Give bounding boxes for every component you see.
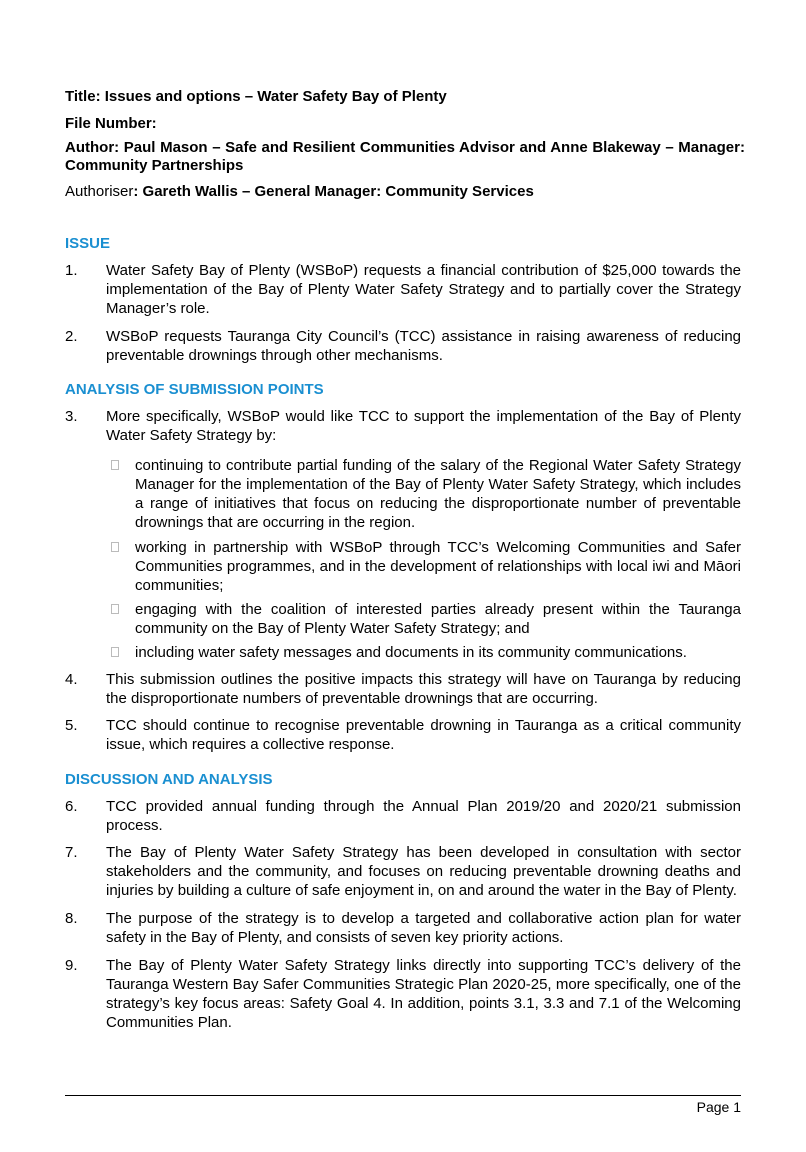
paragraph-text: WSBoP requests Tauranga City Council’s (TCC) assistance in raising awareness of reducing preventable drownings through other mechanisms. <box>106 328 741 364</box>
report-author: Author: Paul Mason – Safe and Resilient Communities Advisor and Anne Blakeway – Manager: Community Partnerships <box>65 139 745 174</box>
bullet-text: working in partnership with WSBoP through TCC’s Welcoming Communities and Safer Communities programmes, and in the development of relationships with local iwi and Māori communities; <box>135 539 741 594</box>
file-number: File Number: <box>65 115 157 132</box>
bullet-marker-icon <box>111 647 119 657</box>
numbered-paragraph <box>65 261 741 318</box>
section-heading-issue: ISSUE <box>65 235 111 252</box>
paragraph-number: 1. <box>65 262 78 279</box>
numbered-paragraph <box>65 670 741 708</box>
paragraph-number: 9. <box>65 957 78 974</box>
authoriser-value: : Gareth Wallis – General Manager: Community Services <box>133 183 534 200</box>
section-heading-discussion: DISCUSSION AND ANALYSIS <box>65 771 273 788</box>
page-number: Page 1 <box>696 1099 741 1115</box>
paragraph-text: TCC should continue to recognise preventable drowning in Tauranga as a critical community issue, which requires a collective response. <box>106 717 741 753</box>
paragraph-text: The Bay of Plenty Water Safety Strategy links directly into supporting TCC’s delivery of the Tauranga Western Bay Safer Communities Strategic Plan 2020-25, more specifically, one of the strategy’s key focus areas: Safety Goal 4. In addition, points 3.1, 3.3 and 7.1 of the Welcoming Communities Plan. <box>106 957 741 1031</box>
paragraph-number: 6. <box>65 798 78 815</box>
bullet-text: continuing to contribute partial funding of the salary of the Regional Water Safety Strategy Manager for the implementation of the Bay of Plenty Water Safety Strategy, which includes a range of initiatives that focus on reducing the disproportionate number of preventable drownings that are occurring in the region. <box>135 457 741 531</box>
numbered-paragraph <box>65 909 741 947</box>
report-authoriser <box>65 183 745 201</box>
section-heading-analysis: ANALYSIS OF SUBMISSION POINTS <box>65 381 324 398</box>
paragraph-number: 5. <box>65 717 78 734</box>
numbered-paragraph <box>65 956 741 1032</box>
paragraph-text: The Bay of Plenty Water Safety Strategy has been developed in consultation with sector stakeholders and the community, and focuses on reducing preventable drowning deaths and injuries by building a culture of safe enjoyment in, on and around the water in the Bay of Plenty. <box>106 844 741 899</box>
authoriser-label: Authoriser <box>65 183 134 200</box>
numbered-paragraph <box>65 843 741 900</box>
bullet-marker-icon <box>111 604 119 614</box>
bullet-item <box>109 538 741 595</box>
bullet-item <box>109 643 741 662</box>
bullet-item <box>109 600 741 638</box>
paragraph-number: 2. <box>65 328 78 345</box>
report-title: Title: Issues and options – Water Safety Bay of Plenty <box>65 88 447 105</box>
numbered-paragraph <box>65 797 741 835</box>
bullet-text: including water safety messages and documents in its community communications. <box>135 644 687 661</box>
paragraph-number: 3. <box>65 408 78 425</box>
paragraph-text: More specifically, WSBoP would like TCC to support the implementation of the Bay of Plenty Water Safety Strategy by: <box>106 408 741 444</box>
paragraph-text: This submission outlines the positive impacts this strategy will have on Tauranga by reducing the disproportionate numbers of preventable drownings that are occurring. <box>106 671 741 707</box>
paragraph-number: 7. <box>65 844 78 861</box>
numbered-paragraph <box>65 327 741 365</box>
numbered-paragraph <box>65 407 741 445</box>
paragraph-text: The purpose of the strategy is to develop a targeted and collaborative action plan for water safety in the Bay of Plenty, and consists of seven key priority actions. <box>106 910 741 946</box>
bullet-marker-icon <box>111 460 119 470</box>
numbered-paragraph <box>65 716 741 754</box>
paragraph-number: 8. <box>65 910 78 927</box>
bullet-text: engaging with the coalition of interested parties already present within the Tauranga community on the Bay of Plenty Water Safety Strategy; and <box>135 601 741 637</box>
paragraph-text: TCC provided annual funding through the Annual Plan 2019/20 and 2020/21 submission process. <box>106 798 741 834</box>
paragraph-text: Water Safety Bay of Plenty (WSBoP) requests a financial contribution of $25,000 towards the implementation of the Bay of Plenty Water Safety Strategy and to partially cover the Strategy Manager’s role. <box>106 262 741 317</box>
bullet-marker-icon <box>111 542 119 552</box>
paragraph-number: 4. <box>65 671 78 688</box>
bullet-item <box>109 456 741 532</box>
footer-divider <box>65 1095 741 1096</box>
